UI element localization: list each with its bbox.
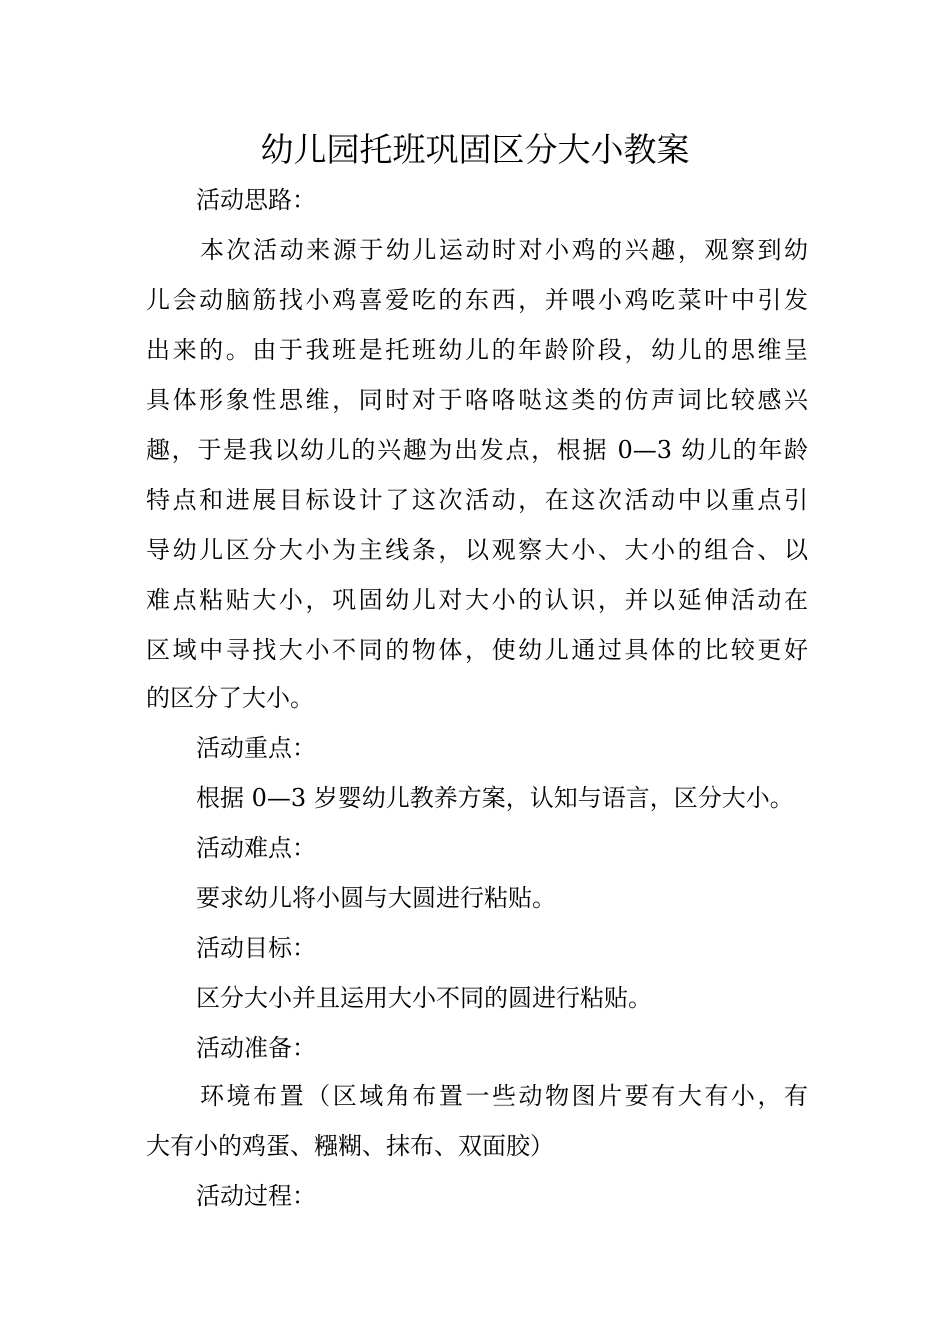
section-heading-approach: 活动思路：: [196, 186, 316, 214]
paragraph-line: 儿会动脑筋找小鸡喜爱吃的东西，并喂小鸡吃菜叶中引发: [146, 286, 808, 314]
paragraph-line: 的区分了大小。: [146, 684, 314, 712]
section-heading-preparation: 活动准备：: [196, 1034, 316, 1062]
paragraph-line: 本次活动来源于幼儿运动时对小鸡的兴趣，观察到幼: [200, 236, 808, 264]
paragraph-line: 趣，于是我以幼儿的兴趣为出发点，根据 0—3 幼儿的年龄: [146, 436, 808, 464]
paragraph-line: 具体形象性思维，同时对于咯咯哒这类的仿声词比较感兴: [146, 386, 808, 414]
paragraph-line: 根据 0—3 岁婴幼儿教养方案，认知与语言，区分大小。: [196, 784, 794, 812]
section-heading-process: 活动过程：: [196, 1182, 316, 1210]
paragraph-line: 导幼儿区分大小为主线条，以观察大小、大小的组合、以: [146, 536, 808, 564]
paragraph-line: 区域中寻找大小不同的物体，使幼儿通过具体的比较更好: [146, 636, 808, 664]
paragraph-line: 区分大小并且运用大小不同的圆进行粘贴。: [196, 984, 652, 1012]
paragraph-line: 大有小的鸡蛋、糨糊、抹布、双面胶）: [146, 1132, 554, 1160]
section-heading-key-point: 活动重点：: [196, 734, 316, 762]
paragraph-line: 特点和进展目标设计了这次活动，在这次活动中以重点引: [146, 486, 808, 514]
paragraph-line: 环境布置（区域角布置一些动物图片要有大有小，有: [200, 1082, 808, 1110]
document-title: 幼儿园托班巩固区分大小教案: [260, 130, 690, 169]
section-heading-goal: 活动目标：: [196, 934, 316, 962]
paragraph-line: 要求幼儿将小圆与大圆进行粘贴。: [196, 884, 556, 912]
paragraph-line: 难点粘贴大小，巩固幼儿对大小的认识，并以延伸活动在: [146, 586, 808, 614]
section-heading-difficulty: 活动难点：: [196, 834, 316, 862]
paragraph-line: 出来的。由于我班是托班幼儿的年龄阶段，幼儿的思维呈: [146, 336, 808, 364]
